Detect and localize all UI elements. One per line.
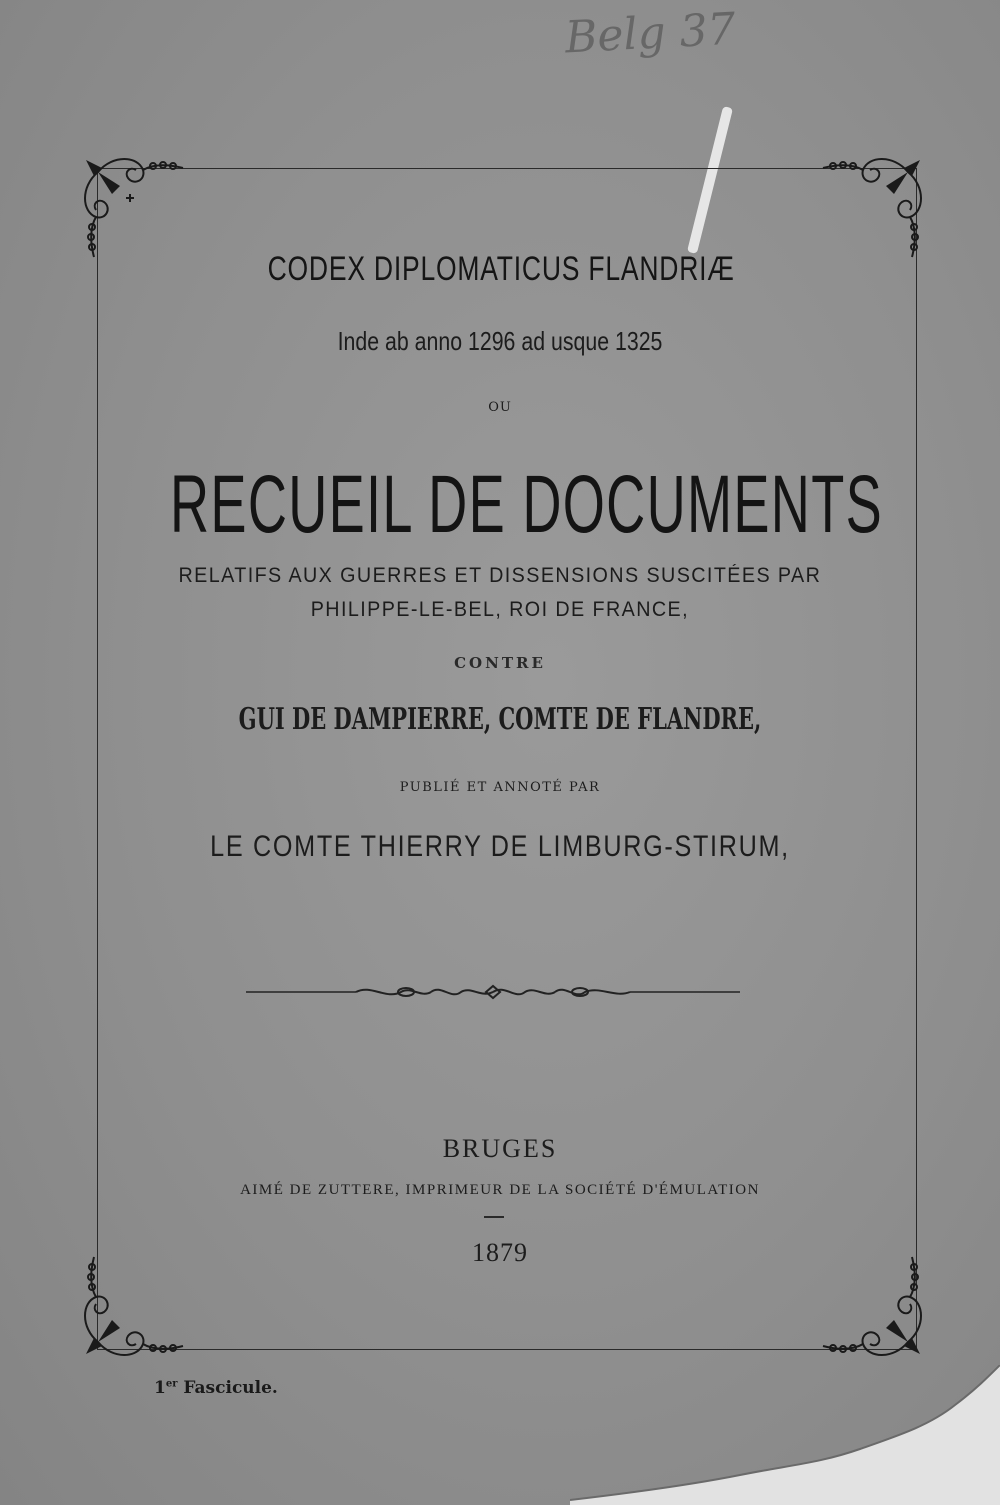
series-title: CODEX DIPLOMATICUS FLANDRIÆ bbox=[267, 250, 735, 288]
imprint-city: BRUGES bbox=[442, 1134, 558, 1163]
date-range-subtitle: Inde ab anno 1296 ad usque 1325 bbox=[337, 326, 663, 356]
fascicule-superscript: er bbox=[165, 1378, 178, 1390]
author-name: LE COMTE THIERRY DE LIMBURG-STIRUM, bbox=[210, 830, 790, 863]
ornament-corner-icon bbox=[818, 1252, 938, 1372]
imprint-printer: AIMÉ DE ZUTTERE, IMPRIMEUR DE LA SOCIÉTÉ D'ÉMULATION bbox=[240, 1182, 760, 1198]
fascicule-label bbox=[154, 1378, 278, 1398]
edited-by-label: PUBLIÉ ET ANNOTÉ PAR bbox=[399, 780, 601, 795]
ornamental-divider-icon bbox=[246, 980, 740, 1004]
imprint-year: 1879 bbox=[472, 1238, 528, 1267]
contre-text: CONTRE bbox=[454, 654, 546, 672]
subject-line: GUI DE DAMPIERRE, COMTE DE FLANDRE, bbox=[238, 702, 762, 737]
fascicule-number: 1 bbox=[154, 1378, 166, 1398]
shelfmark: Belg 37 bbox=[563, 3, 737, 64]
conjunction-text: OU bbox=[488, 400, 512, 415]
ornament-corner-icon bbox=[68, 142, 188, 262]
imprint-dash bbox=[484, 1216, 504, 1218]
subtitle-line-1: RELATIFS AUX GUERRES ET DISSENSIONS SUSCITÉES PAR bbox=[178, 564, 822, 587]
subtitle-line-2: PHILIPPE-LE-BEL, ROI DE FRANCE, bbox=[310, 598, 690, 621]
ornament-corner-icon bbox=[818, 142, 938, 262]
main-title: RECUEIL DE DOCUMENTS bbox=[170, 459, 883, 550]
fascicule-text: Fascicule. bbox=[177, 1378, 278, 1398]
torn-paper-corner bbox=[570, 1365, 1000, 1505]
ornament-corner-icon bbox=[68, 1252, 188, 1372]
